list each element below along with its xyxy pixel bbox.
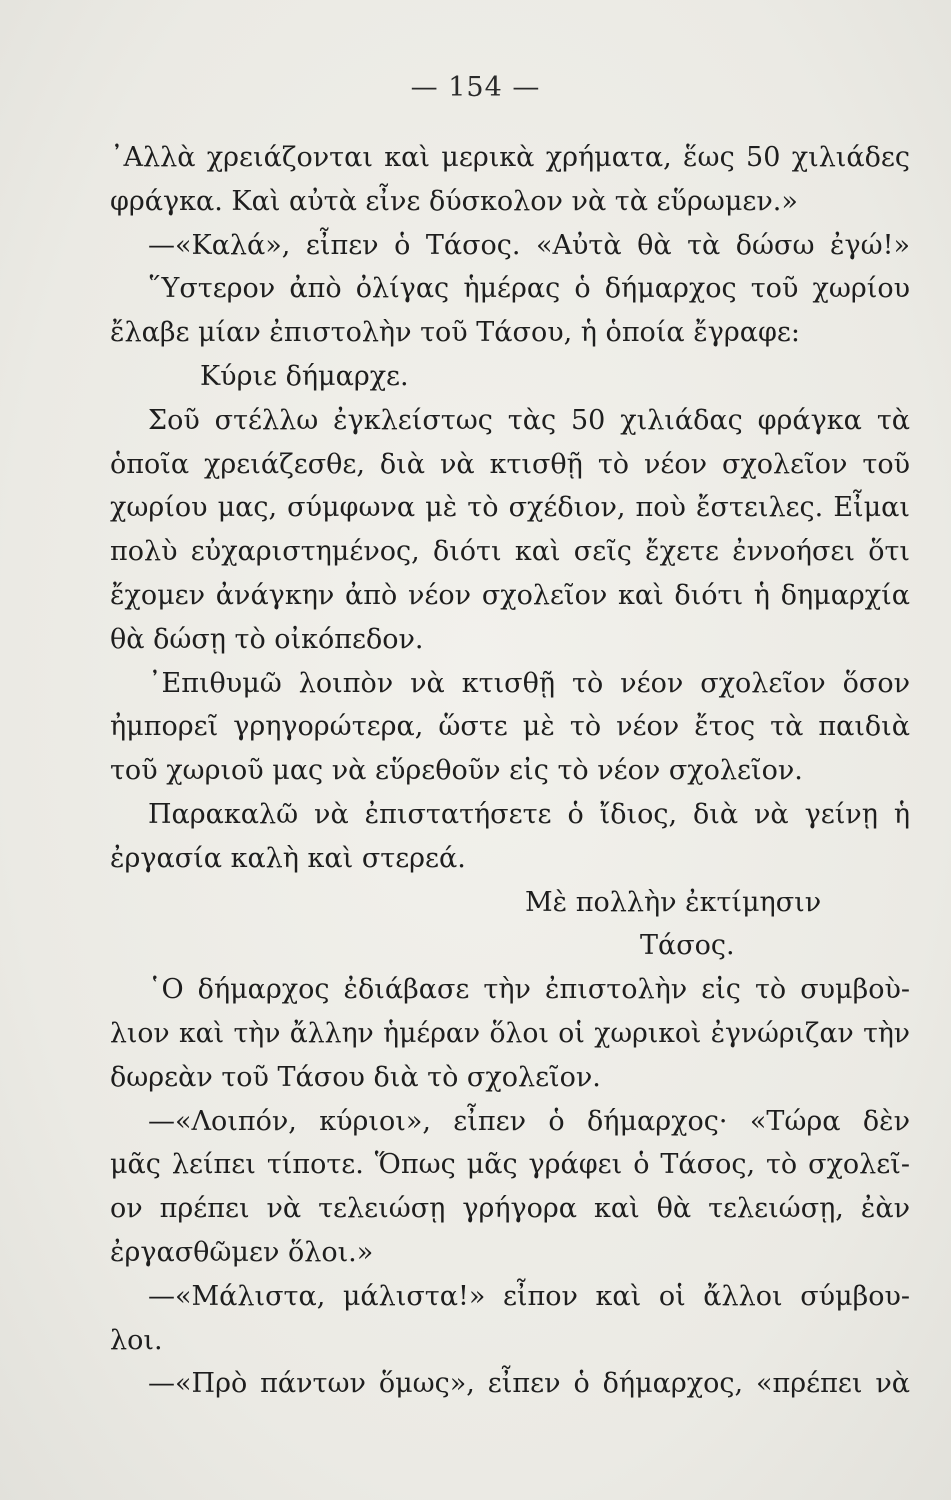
text-line: Σοῦ στέλλω ἐγκλείστως τὰς 50 χιλιάδας φράγκα τὰ [148,404,910,436]
text-line: ῾Ο δήμαρχος ἐδιάβασε τὴν ἐπιστολὴν εἰς τὸ συμβοὺ- [148,974,910,1006]
text-line: θὰ δώσῃ τὸ οἰκόπεδον. [110,623,424,655]
text-line: ὁποῖα χρειάζεσθε, διὰ νὰ κτισθῇ τὸ νέον σχολεῖον τοῦ [110,448,910,480]
text-line: λοι. [110,1324,163,1356]
page-number: — 154 — [410,72,541,103]
text-line: τοῦ χωριοῦ μας νὰ εὕρεθοῦν εἰς τὸ νέον σχολεῖον. [110,755,803,787]
body-text [110,136,910,1406]
text-line: φράγκα. Καὶ αὐτὰ εἶνε δύσκολον νὰ τὰ εὕρωμεν.» [110,185,798,217]
text-line: ον πρέπει νὰ τελειώσῃ γρήγορα καὶ θὰ τελειώσῃ, ἐὰν [110,1193,910,1225]
text-line: ῞Υστερον ἀπὸ ὀλίγας ἡμέρας ὁ δήμαρχος τοῦ χωρίου [148,273,910,305]
letter-closing: Μὲ πολλὴν ἐκτίμησιν [525,886,822,918]
text-line: —«Μάλιστα, μάλιστα!» εἶπον καὶ οἱ ἄλλοι σύμβου- [148,1280,910,1312]
text-line: Παρακαλῶ νὰ ἐπιστατήσετε ὁ ἴδιος, διὰ νὰ γείνῃ ἡ [148,798,910,830]
text-line: ἔλαβε μίαν ἐπιστολὴν τοῦ Τάσου, ἡ ὁποία ἔγραφε: [110,317,800,349]
text-line: —«Καλά», εἶπεν ὁ Τάσος. «Αὐτὰ θὰ τὰ δώσω ἐγώ!» [148,229,910,261]
text-line: ᾿Επιθυμῶ λοιπὸν νὰ κτισθῇ τὸ νέον σχολεῖον ὅσον [148,667,910,699]
text-line: χωρίου μας, σύμφωνα μὲ τὸ σχέδιον, ποὺ ἔστειλες. Εἶμαι [110,492,910,524]
text-line: ἠμπορεῖ γρηγορώτερα, ὥστε μὲ τὸ νέον ἔτος τὰ παιδιὰ [110,711,910,743]
text-line: μᾶς λείπει τίποτε. Ὅπως μᾶς γράφει ὁ Τάσος, τὸ σχολεῖ- [110,1149,910,1181]
text-line: ᾿Αλλὰ χρειάζονται καὶ μερικὰ χρήματα, ἕως 50 χιλιάδες [110,142,910,173]
text-line: —«Λοιπόν, κύριοι», εἶπεν ὁ δήμαρχος· «Τώρα δὲν [148,1105,910,1137]
text-line: ἐργασθῶμεν ὅλοι.» [110,1236,374,1268]
text-line: ἐργασία καλὴ καὶ στερεά. [110,842,466,874]
text-line: πολὺ εὐχαριστημένος, διότι καὶ σεῖς ἔχετε ἐννοήσει ὅτι [110,536,910,568]
letter-signature: Τάσος. [640,930,735,962]
text-line: λιον καὶ τὴν ἄλλην ἡμέραν ὅλοι οἱ χωρικοὶ ἐγνώριζαν τὴν [110,1017,910,1049]
text-line: —«Πρὸ πάντων ὅμως», εἶπεν ὁ δήμαρχος, «πρέπει νὰ [148,1368,910,1400]
text-line: ἔχομεν ἀνάγκην ἀπὸ νέον σχολεῖον καὶ διότι ἡ δημαρχία [110,579,910,611]
text-line: δωρεὰν τοῦ Τάσου διὰ τὸ σχολεῖον. [110,1061,601,1093]
letter-greeting: Κύριε δήμαρχε. [200,360,409,392]
